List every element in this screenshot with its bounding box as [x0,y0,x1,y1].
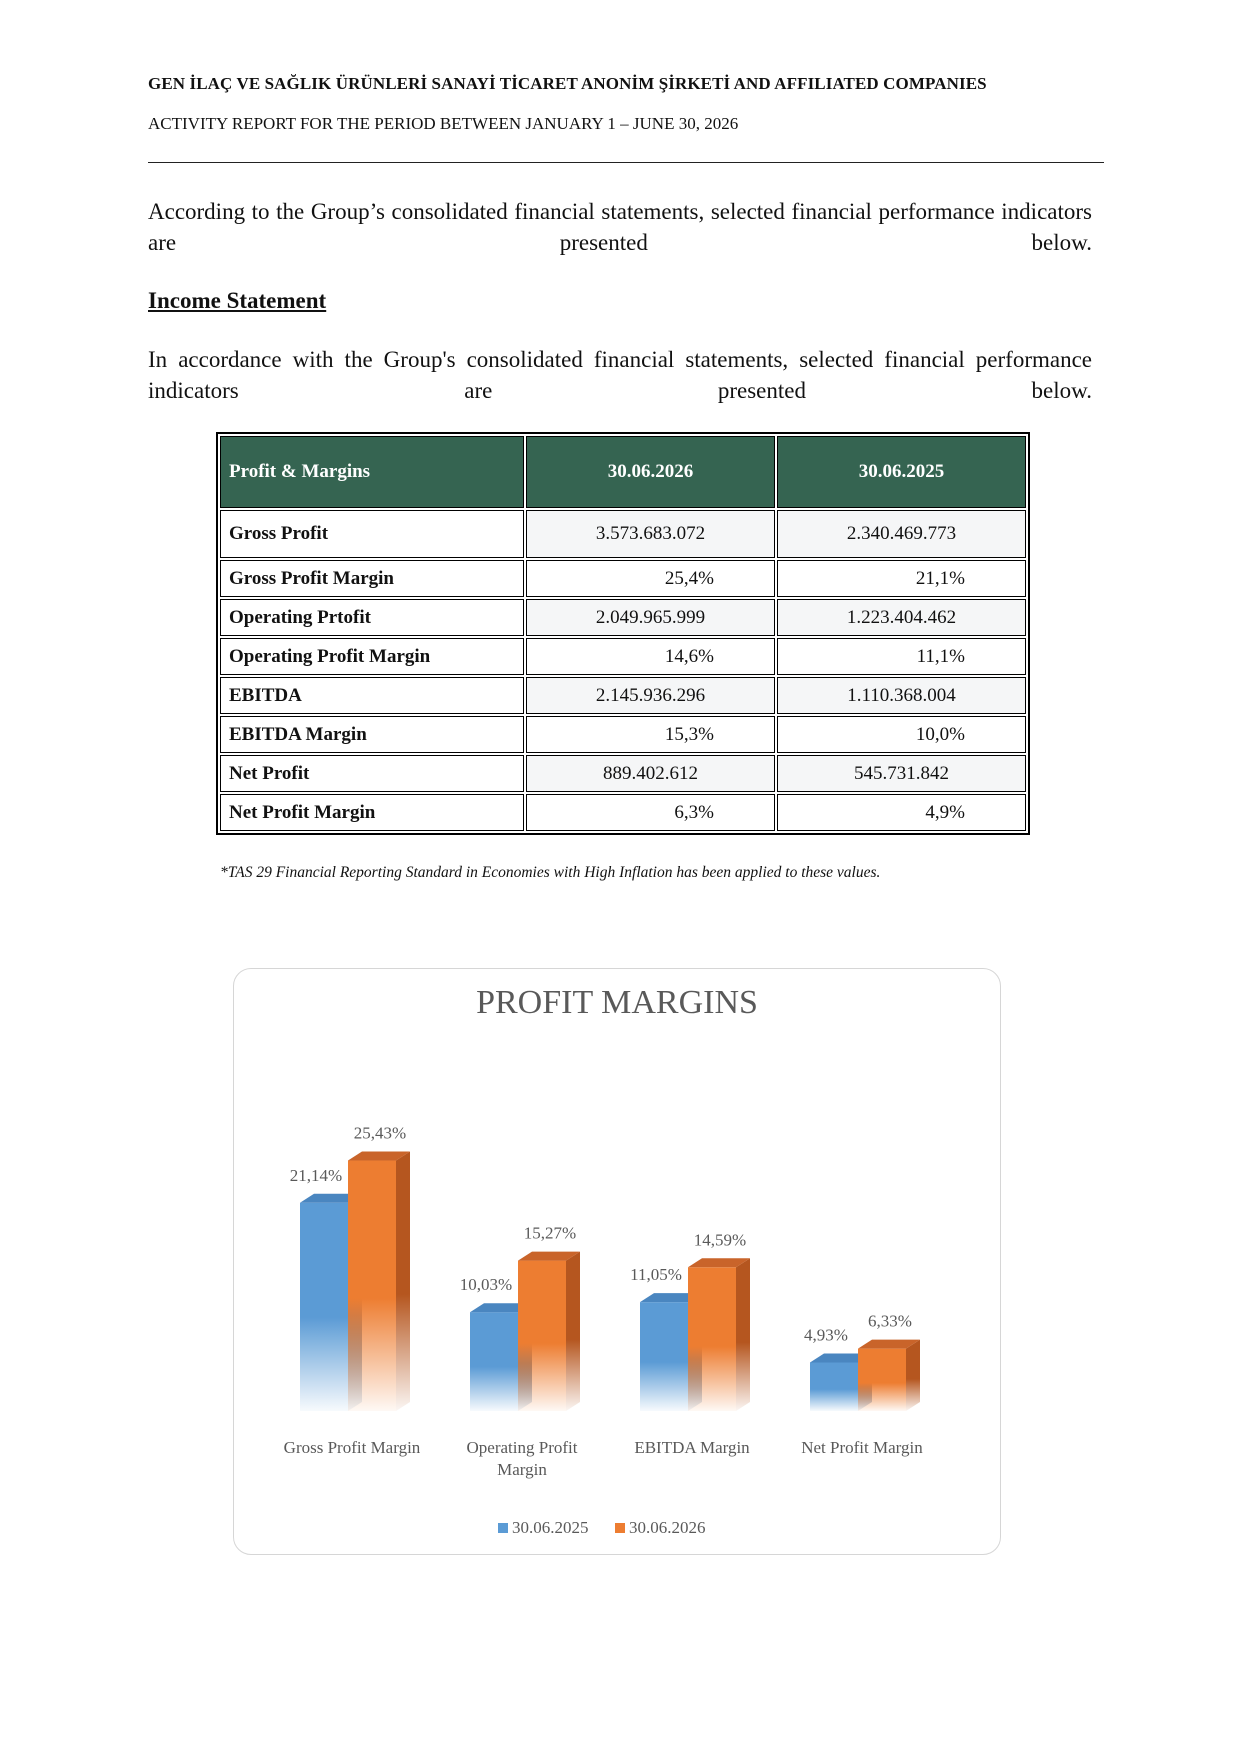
chart-bars [284,1124,924,1479]
chart-canvas [234,969,1000,1554]
table-row [220,755,1026,792]
bar-side [736,1258,750,1411]
row-value-2026: 6,3% [526,794,775,831]
legend-label: 30.06.2025 [512,1518,589,1537]
table-row [220,560,1026,597]
profit-margins-chart [233,968,1001,1555]
category-label: Net Profit Margin [801,1438,923,1457]
row-label: EBITDA Margin [220,716,524,753]
report-period: ACTIVITY REPORT FOR THE PERIOD BETWEEN JANUARY 1 – JUNE 30, 2026 [148,114,739,133]
row-value-2026: 3.573.683.072 [526,510,775,558]
data-label: 25,43% [353,1123,407,1143]
row-label: Gross Profit Margin [220,560,524,597]
section-paragraph: In accordance with the Group's consolidated financial statements, selected financial performance indicators are presented below. [148,347,1092,403]
bar-side [566,1252,580,1411]
row-label: EBITDA [220,677,524,714]
chart-title: PROFIT MARGINS [476,984,758,1021]
bar [858,1349,906,1411]
category-label: Operating Profit [466,1438,578,1457]
data-label: 11,05% [630,1265,682,1285]
row-value-2025: 545.731.842 [777,755,1026,792]
category-label: Gross Profit Margin [283,1438,421,1457]
table-row [220,599,1026,636]
table-row [220,794,1026,831]
legend-swatch [615,1523,625,1533]
row-value-2026: 2.049.965.999 [526,599,775,636]
data-label: 21,14% [289,1165,343,1185]
row-value-2025: 21,1% [777,560,1026,597]
table-header-row [220,436,1026,508]
section-title: Income Statement [148,288,327,313]
data-label: 10,03% [459,1275,513,1295]
row-label: Operating Prtofit [220,599,524,636]
row-value-2026: 2.145.936.296 [526,677,775,714]
profit-margins-table [216,432,1030,835]
table-row [220,677,1026,714]
table-row [220,716,1026,753]
bar [518,1261,566,1411]
row-value-2025: 11,1% [777,638,1026,675]
legend-swatch [498,1523,508,1533]
row-value-2026: 25,4% [526,560,775,597]
bar-side [906,1340,920,1411]
intro-paragraph: According to the Group’s consolidated financial statements, selected financial performance indicators are presented below. [148,199,1092,255]
header-divider [148,162,1104,163]
row-value-2025: 1.223.404.462 [777,599,1026,636]
category-label: EBITDA Margin [634,1438,750,1457]
data-label: 4,93% [804,1325,848,1345]
chart-legend [498,1518,706,1537]
row-value-2025: 2.340.469.773 [777,510,1026,558]
data-label: 14,59% [693,1230,747,1250]
row-value-2025: 4,9% [777,794,1026,831]
row-value-2025: 10,0% [777,716,1026,753]
data-label: 6,33% [868,1311,912,1331]
data-label: 15,27% [523,1223,577,1243]
legend-label: 30.06.2026 [629,1518,706,1537]
table-footnote: *TAS 29 Financial Reporting Standard in Economies with High Inflation has been applied to these values. [220,864,881,881]
bar [640,1302,688,1411]
bar [348,1161,396,1411]
table-header-2025: 30.06.2025 [777,436,1026,508]
table-row [220,510,1026,558]
row-label: Net Profit [220,755,524,792]
row-value-2025: 1.110.368.004 [777,677,1026,714]
bar [810,1362,858,1411]
table-row [220,638,1026,675]
bar [300,1203,348,1411]
company-name: GEN İLAÇ VE SAĞLIK ÜRÜNLERİ SANAYİ TİCARET ANONİM ŞİRKETİ AND AFFILIATED COMPANIES [148,74,987,93]
row-value-2026: 889.402.612 [526,755,775,792]
table-header-2026: 30.06.2026 [526,436,775,508]
bar [470,1312,518,1411]
bar [688,1267,736,1411]
table-header-label: Profit & Margins [220,436,524,508]
category-label: Margin [497,1460,547,1479]
row-value-2026: 14,6% [526,638,775,675]
row-label: Net Profit Margin [220,794,524,831]
row-label: Gross Profit [220,510,524,558]
bar-side [396,1152,410,1411]
row-label: Operating Profit Margin [220,638,524,675]
row-value-2026: 15,3% [526,716,775,753]
